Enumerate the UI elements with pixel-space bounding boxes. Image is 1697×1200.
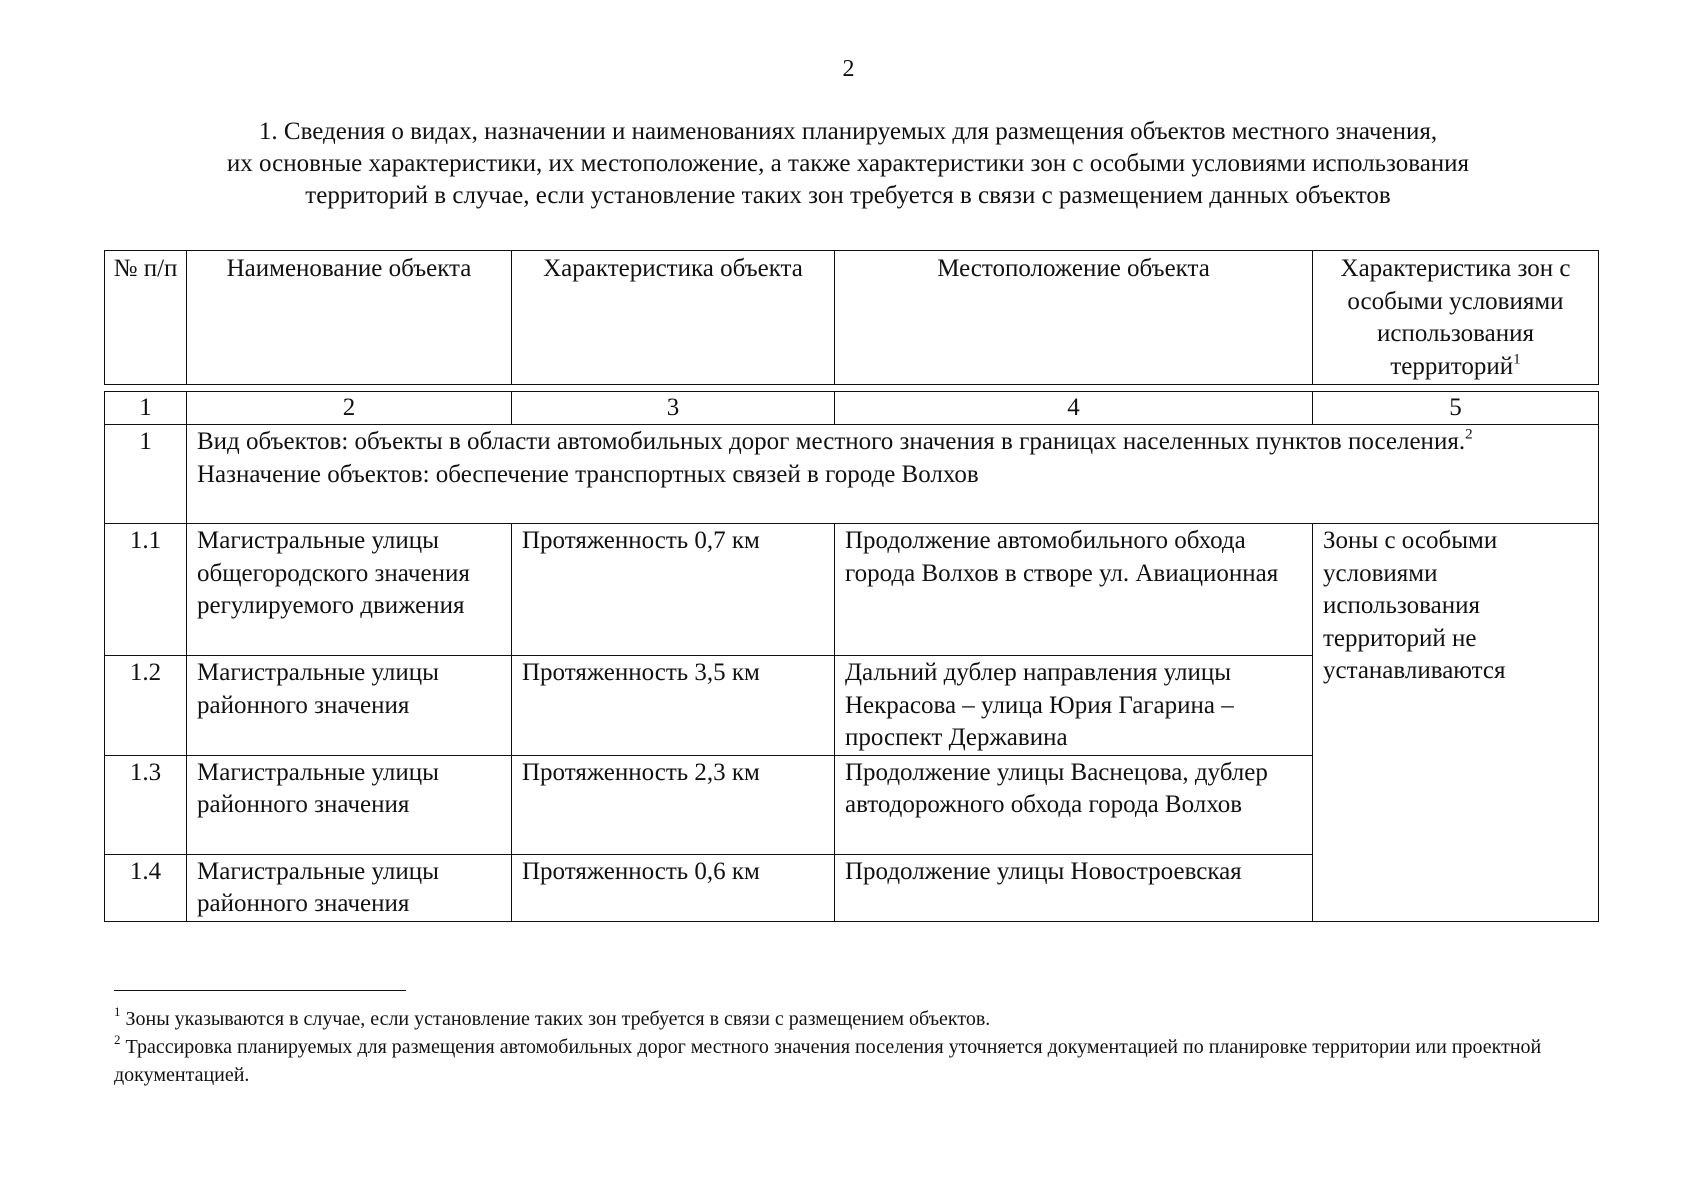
header-object-name: Наименование объекта <box>187 251 512 385</box>
column-number-row <box>105 392 1599 425</box>
header-zones-characteristic: Характеристика зон с особыми условиями использования территорий$^1$ <box>1313 251 1599 385</box>
group-number: 1 <box>105 425 187 524</box>
section-title-line-3: территорий в случае, если установление таких зон требуется в связи с размещением данных объектов <box>305 182 1391 209</box>
footnote-1 <box>114 1005 1590 1033</box>
table-header-row <box>105 251 1599 385</box>
row-object-characteristic: Протяженность 3,5 км <box>512 656 835 756</box>
group-purpose: Назначение объектов: обеспечение транспортных связей в городе Волхов <box>197 460 979 488</box>
row-object-location: Продолжение улицы Васнецова, дублер автодорожного обхода города Волхов <box>835 755 1313 854</box>
table-header <box>104 250 1599 385</box>
row-number: 1.4 <box>105 854 187 921</box>
group-description <box>187 425 1599 524</box>
header-object-location: Местоположение объекта <box>835 251 1313 385</box>
section-title-line-1: 1. Сведения о видах, назначении и наименованиях планируемых для размещения объектов местного значения, <box>258 118 1438 145</box>
row-object-name: Магистральные улицы районного значения <box>187 656 512 756</box>
row-number: 1.1 <box>105 524 187 656</box>
column-number: 5 <box>1313 392 1599 425</box>
page-number: 2 <box>842 56 855 82</box>
row-object-name: Магистральные улицы районного значения <box>187 755 512 854</box>
column-number: 2 <box>187 392 512 425</box>
table-row <box>105 524 1599 656</box>
row-object-characteristic: Протяженность 2,3 км <box>512 755 835 854</box>
section-title-line-2: их основные характеристики, их местоположение, а также характеристики зон с особыми условиями использования <box>226 150 1470 177</box>
row-object-location: Продолжение автомобильного обхода города Волхов в створе ул. Авиационная <box>835 524 1313 656</box>
section-title <box>120 116 1576 212</box>
footnote-divider <box>114 990 406 991</box>
header-number: № п/п <box>105 251 187 385</box>
footnote-ref-2[interactable]: 2 <box>1465 426 1473 443</box>
footnote-text: Трассировка планируемых для размещения автомобильных дорог местного значения поселения уточняется документацией по планировке территории или проектной документацией. <box>114 1036 1542 1086</box>
footnotes <box>114 1005 1590 1089</box>
group-type: Вид объектов: объекты в области автомобильных дорог местного значения в границах населенных пунктов поселения.$^2$ <box>197 426 1473 455</box>
row-object-location: Дальний дублер направления улицы Некрасова – улица Юрия Гагарина – проспект Державина <box>835 656 1313 756</box>
footnote-mark: 2 <box>114 1031 121 1047</box>
row-object-characteristic: Протяженность 0,6 км <box>512 854 835 921</box>
objects-table <box>104 391 1599 922</box>
row-number: 1.2 <box>105 656 187 756</box>
footnote-ref-1[interactable]: 1 <box>1513 351 1521 367</box>
footnote-2 <box>114 1033 1590 1089</box>
footnote-mark: 1 <box>114 1003 121 1019</box>
footnote-text: Зоны указываются в случае, если установление таких зон требуется в связи с размещением объектов. <box>125 1008 991 1030</box>
row-object-name: Магистральные улицы районного значения <box>187 854 512 921</box>
row-object-name: Магистральные улицы общегородского значения регулируемого движения <box>187 524 512 656</box>
column-number: 4 <box>835 392 1313 425</box>
column-number: 3 <box>512 392 835 425</box>
group-row <box>105 425 1599 524</box>
row-object-location: Продолжение улицы Новостроевская <box>835 854 1313 921</box>
row-number: 1.3 <box>105 755 187 854</box>
row-object-characteristic: Протяженность 0,7 км <box>512 524 835 656</box>
row-zones-characteristic: Зоны с особыми условиями использования территорий не устанавливаются <box>1313 524 1599 922</box>
header-object-characteristic: Характеристика объекта <box>512 251 835 385</box>
column-number: 1 <box>105 392 187 425</box>
